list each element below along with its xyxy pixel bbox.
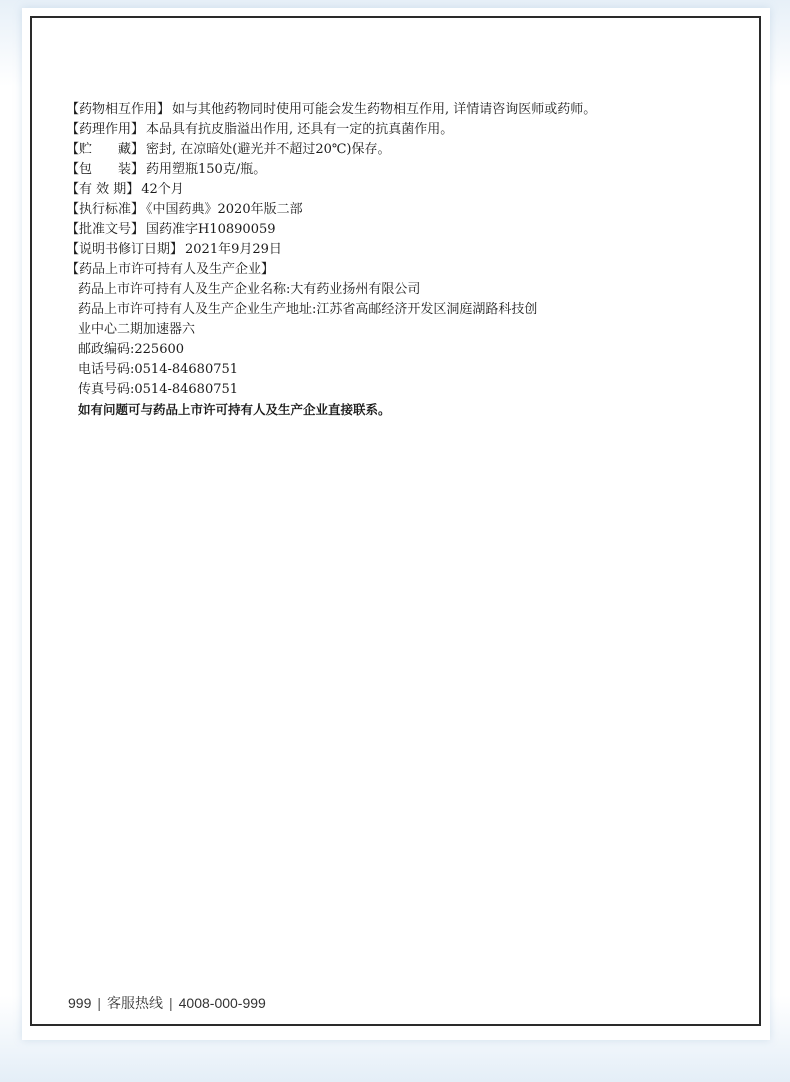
shelf-life-row: [66, 180, 726, 200]
storage-value: 密封, 在凉暗处(避光并不超过20℃)保存。: [146, 142, 391, 157]
contact-notice: 如有问题可与药品上市许可持有人及生产企业直接联系。: [78, 402, 391, 417]
insert-frame: [30, 16, 761, 1026]
shelf-life-label: 【有 效 期】: [66, 182, 140, 197]
footer-service-label: 客服热线: [107, 995, 163, 1011]
revision-date-value: 2021年9月29日: [185, 242, 282, 257]
holder-section-title: 【药品上市许可持有人及生产企业】: [66, 262, 275, 277]
packaging-value: 药用塑瓶150克/瓶。: [146, 162, 267, 177]
footer-separator-2: |: [169, 995, 173, 1011]
drug-insert-text: [66, 100, 726, 420]
holder-phone: 电话号码:0514-84680751: [78, 362, 239, 377]
revision-date-label: 【说明书修订日期】: [66, 242, 184, 257]
pharmacology-label: 【药理作用】: [66, 122, 145, 137]
footer-brand-code: 999: [68, 995, 92, 1011]
holder-fax: 传真号码:0514-84680751: [78, 382, 239, 397]
holder-address-line2: 业中心二期加速器六: [78, 322, 196, 337]
storage-row: [66, 140, 726, 160]
footer-bar: [68, 993, 266, 1013]
holder-address-line1: 药品上市许可持有人及生产企业生产地址:江苏省高邮经济开发区洞庭湖路科技创: [78, 302, 538, 317]
interactions-label: 【药物相互作用】: [66, 102, 171, 117]
packaging-row: [66, 160, 726, 180]
pharmacology-value: 本品具有抗皮脂溢出作用, 还具有一定的抗真菌作用。: [146, 122, 454, 137]
approval-label: 【批准文号】: [66, 222, 145, 237]
approval-value: 国药准字H10890059: [146, 222, 276, 237]
standard-label: 【执行标准】: [66, 202, 145, 217]
shelf-life-value: 42个月: [141, 182, 184, 197]
storage-label: 【贮 藏】: [66, 142, 145, 157]
standard-value: 《中国药典》2020年版二部: [146, 202, 303, 217]
footer-separator-1: |: [97, 995, 101, 1011]
standard-row: [66, 200, 726, 220]
holder-name: 药品上市许可持有人及生产企业名称:大有药业扬州有限公司: [78, 282, 421, 297]
interactions-value: 如与其他药物同时使用可能会发生药物相互作用, 详情请咨询医师或药师。: [172, 102, 597, 117]
approval-row: [66, 220, 726, 240]
pharmacology-row: [66, 120, 726, 140]
revision-date-row: [66, 240, 726, 260]
holder-postcode: 邮政编码:225600: [78, 342, 185, 357]
interactions-row: [66, 100, 726, 120]
packaging-label: 【包 装】: [66, 162, 145, 177]
footer-hotline: 4008-000-999: [178, 995, 266, 1011]
